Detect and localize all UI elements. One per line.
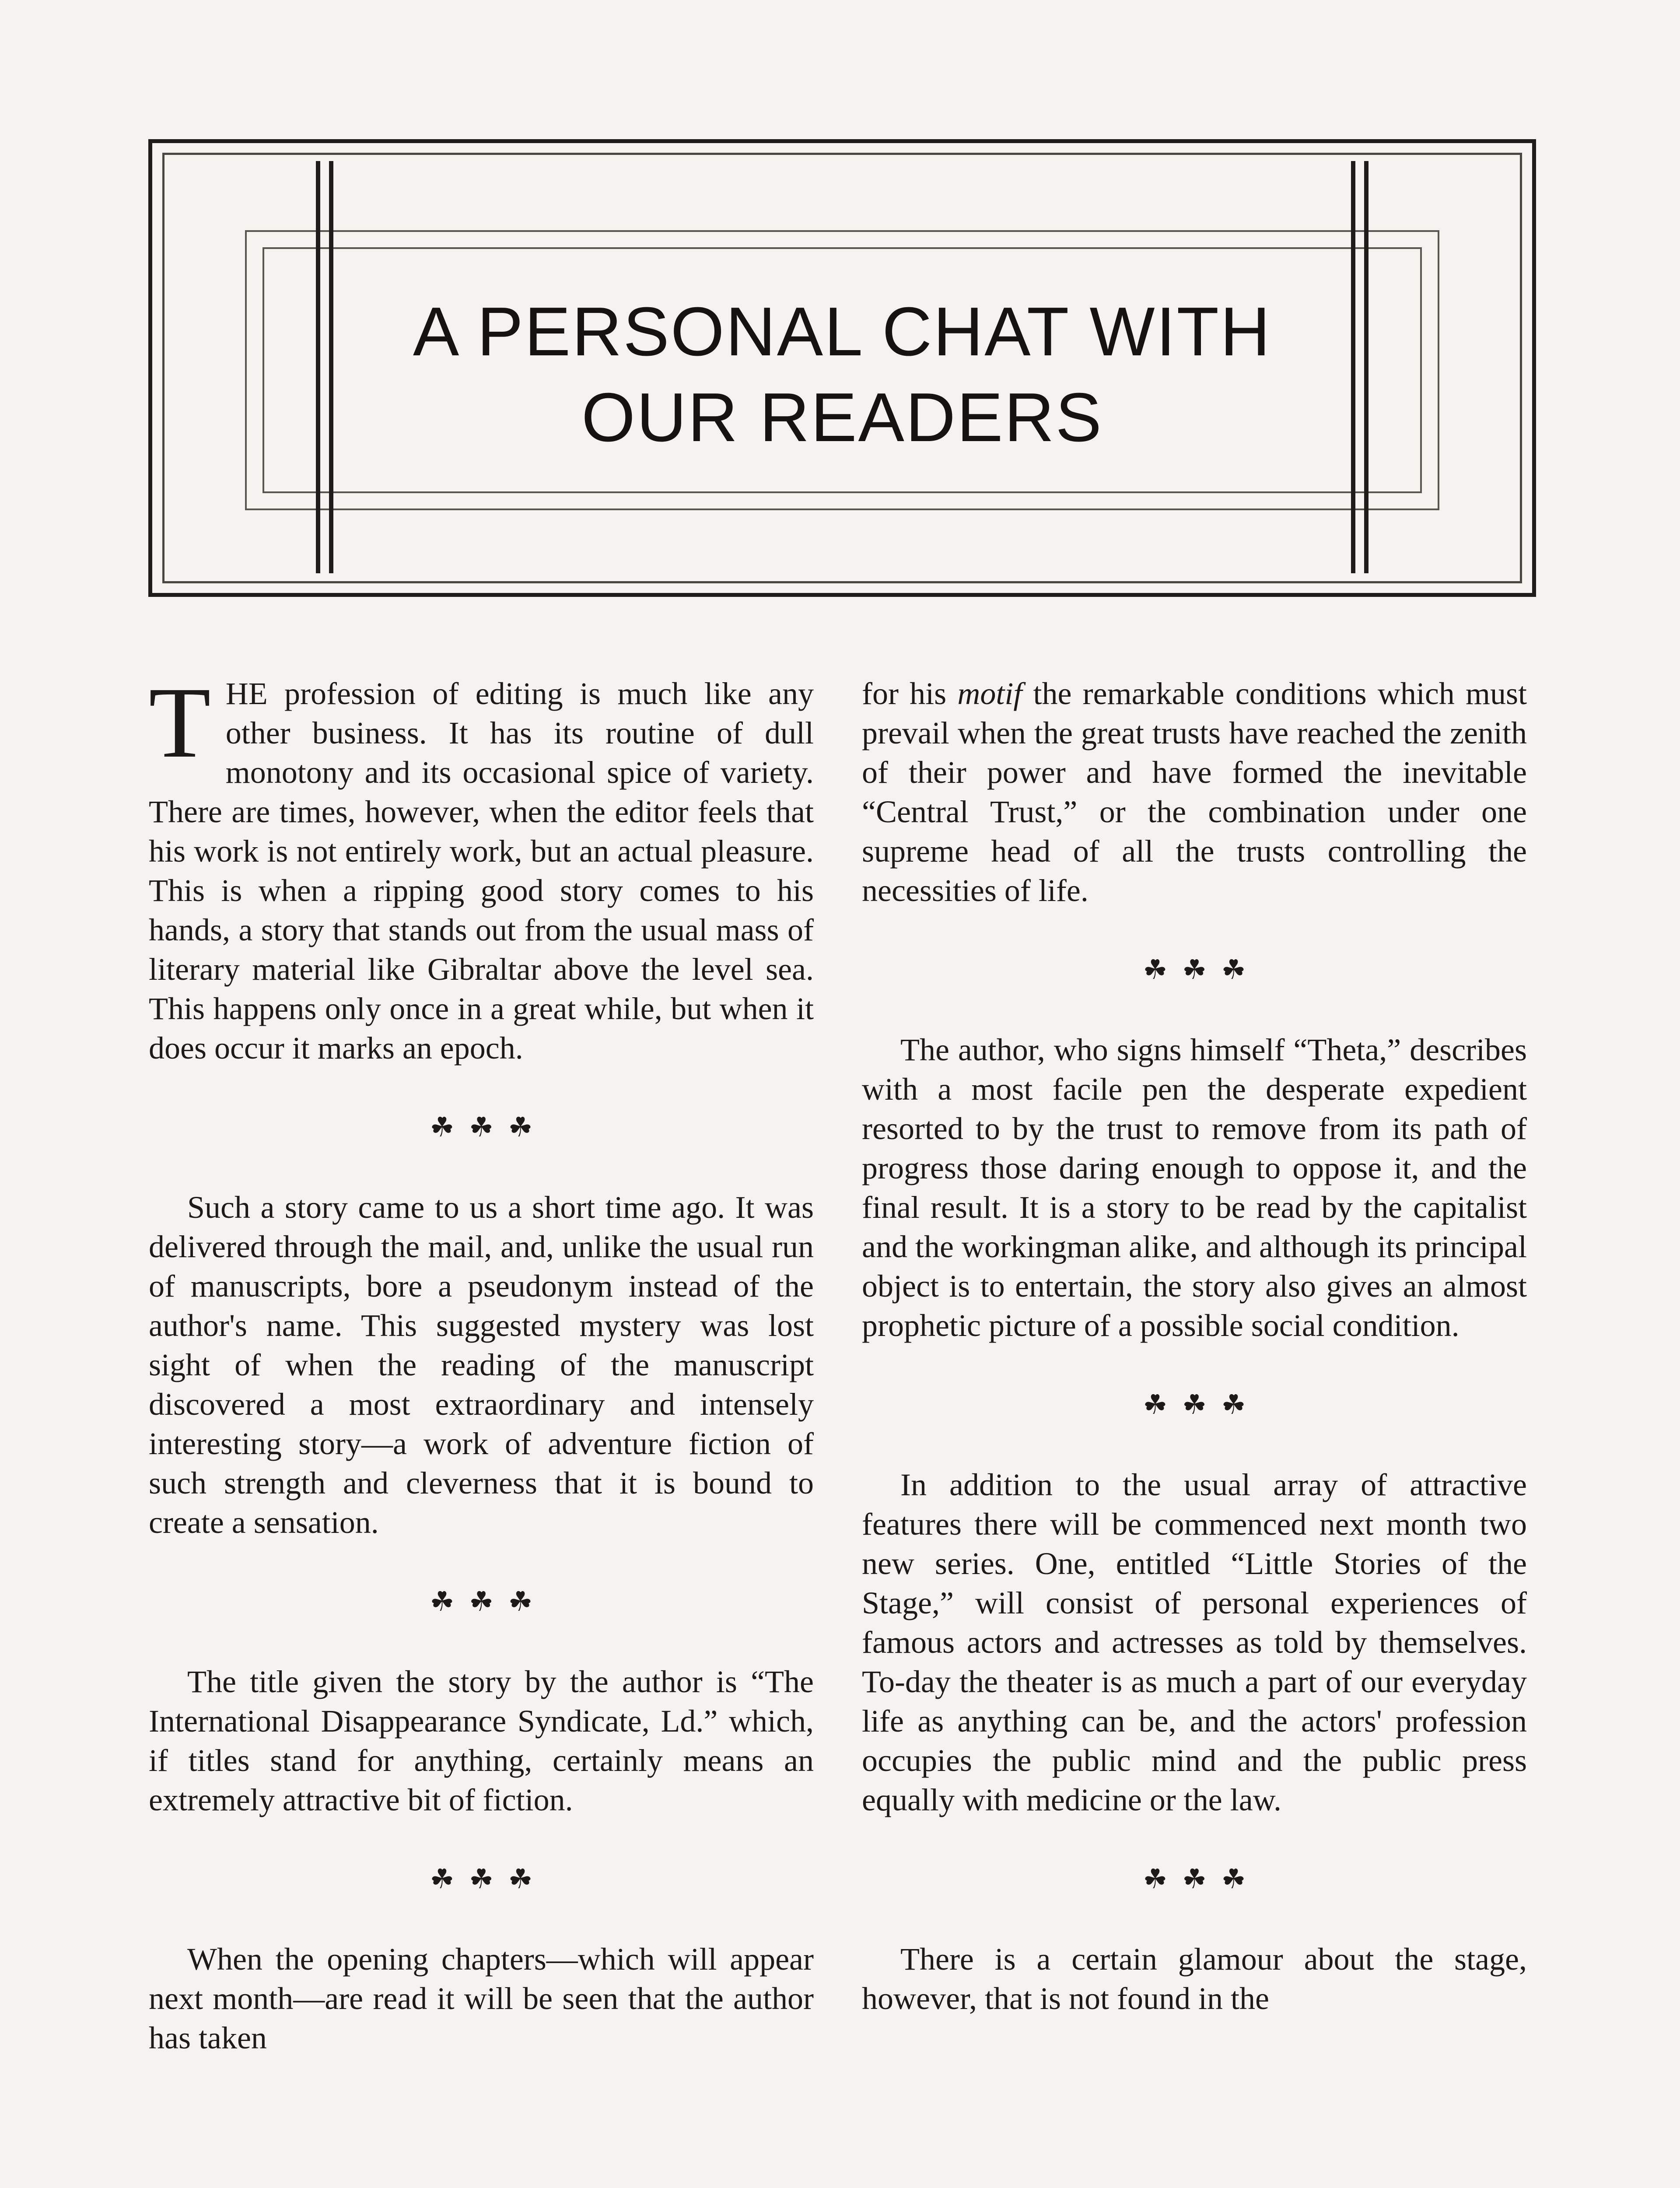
article-paragraph-3: The title given the story by the author is “The International Disappearance Syndicate, Ld.” which, if titles stand for anything, certainly means an extremely attractive bit of fiction.: [149, 1664, 814, 1817]
ornament-divider-icon: ☘☘☘: [1143, 1390, 1261, 1420]
article-paragraph-2: Such a story came to us a short time ago. It was delivered through the mail, and, unlike the usual run of manuscripts, bore a pseudonym instead of the author's name. This suggested mystery was lost sight of when the reading of the manuscript discovered a most extraordinary and intensely interesting story—a work of adventure fiction of such strength and cleverness that it is bound to create a sensation.: [149, 1190, 814, 1540]
page-title-line-1: A PERSONAL CHAT WITH: [413, 293, 1272, 370]
page-title-line-2: OUR READERS: [581, 379, 1103, 456]
article-paragraph-5-post: the remarkable conditions which must prevail when the great trusts have reached the zenith of their power and have formed the inevitable “Central Trust,” or the combination under one supreme head of all the trusts controlling the necessities of life.: [862, 676, 1527, 908]
ornament-divider-icon: ☘☘☘: [430, 1113, 548, 1143]
drop-cap: T: [149, 666, 211, 779]
ornament-divider-icon: ☘☘☘: [430, 1865, 548, 1894]
article-paragraph-5-emphasis: motif: [957, 676, 1022, 711]
article-paragraph-4: When the opening chapters—which will appear next month—are read it will be seen that the author has taken: [149, 1942, 814, 2055]
article-paragraph-8: There is a certain glamour about the stage, however, that is not found in the: [862, 1942, 1527, 2016]
article-paragraph-1-text: HE profession of editing is much like any other business. It has its routine of dull monotony and its occasional spice of variety. There are times, however, when the editor feels that his work is not entirely work, but an actual pleasure. This is when a ripping good story comes to his hands, a story that stands out from the usual mass of literary material like Gibraltar above the level sea. This happens only once in a great while, but when it does occur it marks an epoch.: [149, 676, 814, 1066]
right-column: [862, 674, 1527, 2018]
ornament-divider-icon: ☘☘☘: [1143, 1865, 1261, 1894]
article-paragraph-5: [862, 674, 1527, 910]
article-paragraph-1: [149, 666, 814, 1068]
page-title: [332, 289, 1352, 460]
ornament-divider-icon: ☘☘☘: [1143, 955, 1261, 985]
article-paragraph-5-pre: for his: [862, 676, 958, 711]
left-column: [149, 666, 814, 2058]
article-paragraph-6: The author, who signs himself “Theta,” describes with a most facile pen the desperate expedient resorted to by the trust to remove from its path of progress those daring enough to oppose it, and the final result. It is a story to be read by the capitalist and the workingman alike, and although its principal object is to entertain, the story also gives an almost prophetic picture of a possible social condition.: [862, 1032, 1527, 1343]
article-paragraph-7: In addition to the usual array of attractive features there will be commenced next month two new series. One, entitled “Little Stories of the Stage,” will consist of personal experiences of famous actors and actresses as told by themselves. To-day the theater is as much a part of our everyday life as anything can be, and the actors' profession occupies the public mind and the public press equally with medicine or the law.: [862, 1467, 1527, 1817]
ornament-divider-icon: ☘☘☘: [430, 1587, 548, 1617]
title-frame-bar-right-2: [1364, 161, 1368, 573]
title-frame-bar-left-1: [316, 161, 320, 573]
